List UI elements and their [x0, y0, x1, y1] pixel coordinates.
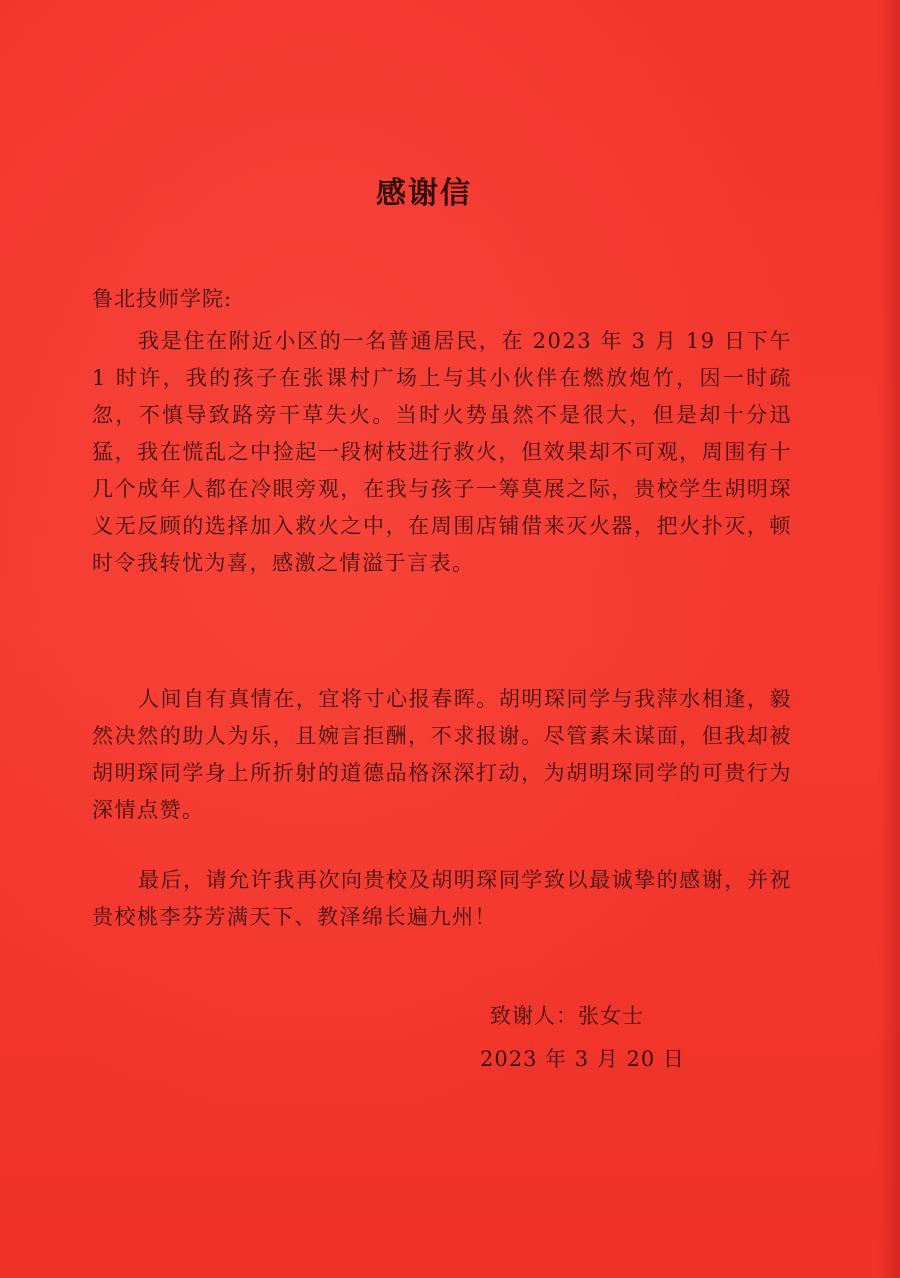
- letter-title: 感谢信: [376, 176, 472, 211]
- paragraph-2: 人间自有真情在，宜将寸心报春晖。胡明琛同学与我萍水相逢，毅然决然的助人为乐，且婉言拒酬，不求报谢。尽管素未谋面，但我却被胡明琛同学身上所折射的道德品格深深打动，为胡明琛同学的可贵行为深情点赞。: [92, 687, 792, 822]
- signer-line: 致谢人：张女士: [490, 1004, 644, 1028]
- letter-date: 2023 年 3 月 20 日: [480, 1047, 685, 1071]
- paragraph-3: 最后，请允许我再次向贵校及胡明琛同学致以最诚挚的感谢，并祝贵校桃李芬芳满天下、教泽绵长遍九州！: [92, 868, 792, 929]
- paragraph-1: 我是住在附近小区的一名普通居民，在 2023 年 3 月 19 日下午 1 时许，我的孩子在张课村广场上与其小伙伴在燃放炮竹，因一时疏忽，不慎导致路旁干草失火。当时火势虽然不是很大，但是却十分迅猛，我在慌乱之中捡起一段树枝进行救火，但效果却不可观，周围有十几个成年人都在冷眼旁观，在我与孩子一筹莫展之际，贵校学生胡明琛义无反顾的选择加入救火之中，在周围店铺借来灭火器，把火扑灭，顿时令我转忧为喜，感激之情溢于言表。: [92, 329, 792, 575]
- salutation: 鲁北技师学院:: [92, 287, 233, 311]
- paper-edge-shadow: [878, 0, 900, 1278]
